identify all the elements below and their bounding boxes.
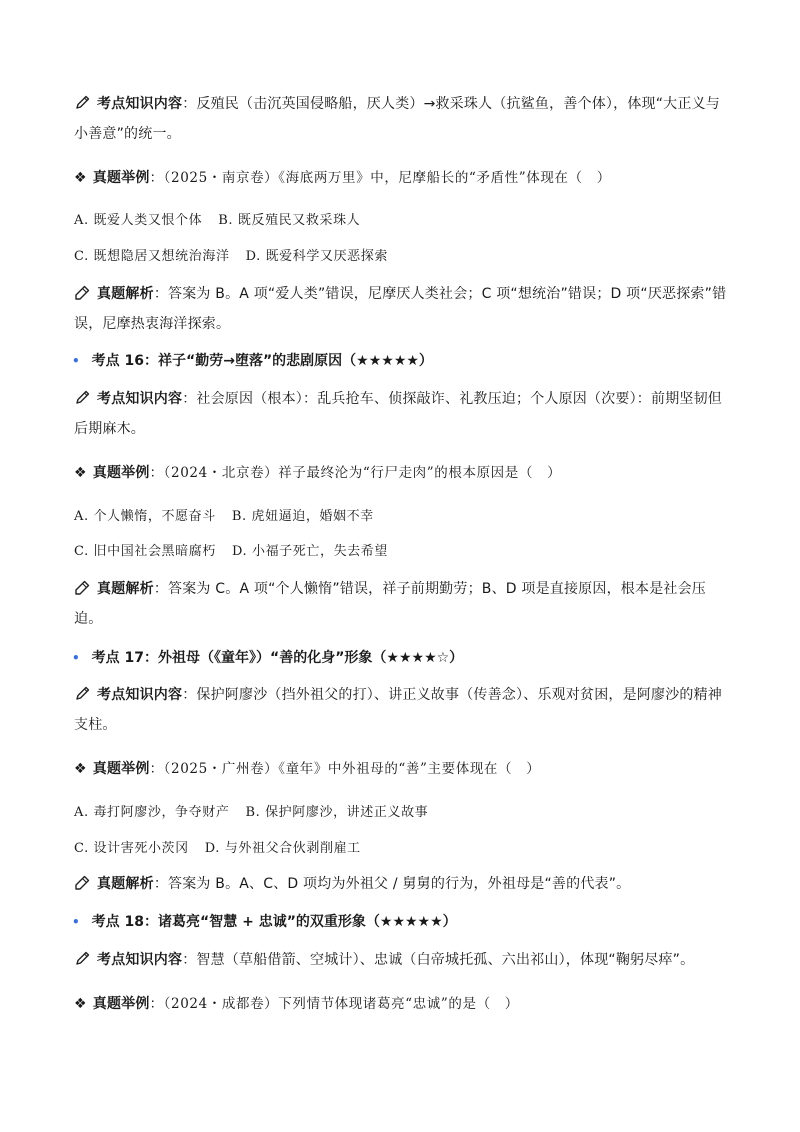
section-heading (72, 350, 433, 370)
options-row (74, 247, 734, 267)
knowledge-text: ：社会原因（根本）：乱兵抢车、侦探敲诈、礼教压迫；个人原因（次要）：前期坚韧但后期麻木。 (74, 391, 723, 437)
option-d: D. 小福子死亡，失去希望 (231, 544, 388, 559)
analysis-text: ：答案为 B。A、C、D 项均为外祖父 / 舅舅的行为，外祖母是“善的代表”。 (153, 876, 631, 892)
analysis-label: 真题解析 (97, 581, 154, 597)
section-heading (72, 647, 463, 667)
option-a: A. 个人懒惰，不愿奋斗 (74, 509, 216, 524)
knowledge-text: ：智慧（草船借箭、空城计）、忠诚（白帝城托孤、六出祁山），体现“鞠躬尽瘁”。 (182, 952, 695, 968)
analysis-label: 真题解析 (97, 286, 154, 302)
option-c: C. 旧中国社会黑暗腐朽 (74, 544, 216, 559)
heading-text: 考点 16：祥子“勤劳→堕落”的悲剧原因（★★★★★） (91, 353, 433, 369)
example-label: 真题举例 (92, 465, 150, 481)
pencil-icon (74, 89, 91, 119)
knowledge-paragraph (74, 950, 734, 970)
knowledge-label: 考点知识内容 (97, 96, 183, 112)
diamond-icon: ❖ (74, 170, 87, 186)
option-d: D. 与外祖父合伙剥削雇工 (204, 841, 361, 856)
knowledge-label: 考点知识内容 (97, 391, 183, 407)
example-text: ：（2024・成都卷）下列情节体现诸葛亮“忠诚”的是（ ） (149, 996, 519, 1012)
example-label: 真题举例 (92, 996, 150, 1012)
bullet-icon: • (72, 651, 80, 665)
option-a: A. 毒打阿廖沙，争夺财产 (74, 805, 230, 820)
pencil-icon (74, 680, 91, 710)
analysis-paragraph (74, 279, 734, 339)
pencil-icon (74, 874, 91, 894)
pencil-icon (74, 384, 91, 414)
section-heading (72, 911, 457, 931)
example-label: 真题举例 (92, 761, 150, 777)
example-text: ：（2025・广州卷）《童年》中外祖母的“善”主要体现在（ ） (149, 761, 541, 777)
option-c: C. 既想隐居又想统治海洋 (74, 249, 230, 264)
knowledge-paragraph (74, 89, 734, 149)
options-row (74, 839, 734, 859)
analysis-text: ：答案为 C。A 项“个人懒惰”错误，祥子前期勤劳；B、D 项是直接原因，根本是社会压迫。 (74, 581, 707, 627)
diamond-icon: ❖ (74, 996, 87, 1012)
option-a: A. 既爱人类又恨个体 (74, 213, 203, 228)
example-question (74, 759, 734, 779)
example-question (74, 463, 734, 483)
example-text: ：（2025・南京卷）《海底两万里》中，尼摩船长的“矛盾性”体现在（ ） (149, 170, 611, 186)
example-text: ：（2024・北京卷）祥子最终沦为“行尸走肉”的根本原因是（ ） (149, 465, 562, 481)
heading-text: 考点 17：外祖母（《童年》）“善的化身”形象（★★★★☆） (91, 650, 464, 666)
options-row (74, 803, 734, 823)
knowledge-paragraph (74, 680, 734, 740)
option-c: C. 设计害死小茨冈 (74, 841, 189, 856)
knowledge-label: 考点知识内容 (97, 952, 183, 968)
knowledge-paragraph (74, 384, 734, 444)
option-b: B. 既反殖民又救采珠人 (218, 213, 361, 228)
option-d: D. 既爱科学又厌恶探索 (245, 249, 388, 264)
example-label: 真题举例 (92, 170, 150, 186)
option-b: B. 虎妞逼迫，婚姻不幸 (231, 509, 374, 524)
options-row (74, 542, 734, 562)
knowledge-text: ：反殖民（击沉英国侵略船，厌人类）→救采珠人（抗鲨鱼，善个体），体现“大正义与小善意”的统一。 (74, 96, 720, 142)
pencil-icon (74, 279, 91, 309)
diamond-icon: ❖ (74, 761, 87, 777)
diamond-icon: ❖ (74, 465, 87, 481)
analysis-text: ：答案为 B。A 项“爱人类”错误，尼摩厌人类社会；C 项“想统治”错误；D 项“厌恶探索”错误，尼摩热衷海洋探索。 (74, 286, 727, 332)
example-question (74, 168, 734, 188)
pencil-icon (74, 574, 91, 604)
bullet-icon: • (72, 354, 80, 368)
knowledge-text: ：保护阿廖沙（挡外祖父的打）、讲正义故事（传善念）、乐观对贫困，是阿廖沙的精神支柱。 (74, 687, 723, 733)
option-b: B. 保护阿廖沙，讲述正义故事 (245, 805, 429, 820)
analysis-label: 真题解析 (97, 876, 154, 892)
knowledge-label: 考点知识内容 (97, 687, 183, 703)
bullet-icon: • (72, 915, 80, 929)
analysis-paragraph (74, 874, 734, 894)
heading-text: 考点 18：诸葛亮“智慧 + 忠诚”的双重形象（★★★★★） (91, 914, 457, 930)
analysis-paragraph (74, 574, 734, 634)
options-row (74, 507, 734, 527)
options-row (74, 211, 734, 231)
example-question (74, 994, 734, 1014)
pencil-icon (74, 950, 91, 970)
